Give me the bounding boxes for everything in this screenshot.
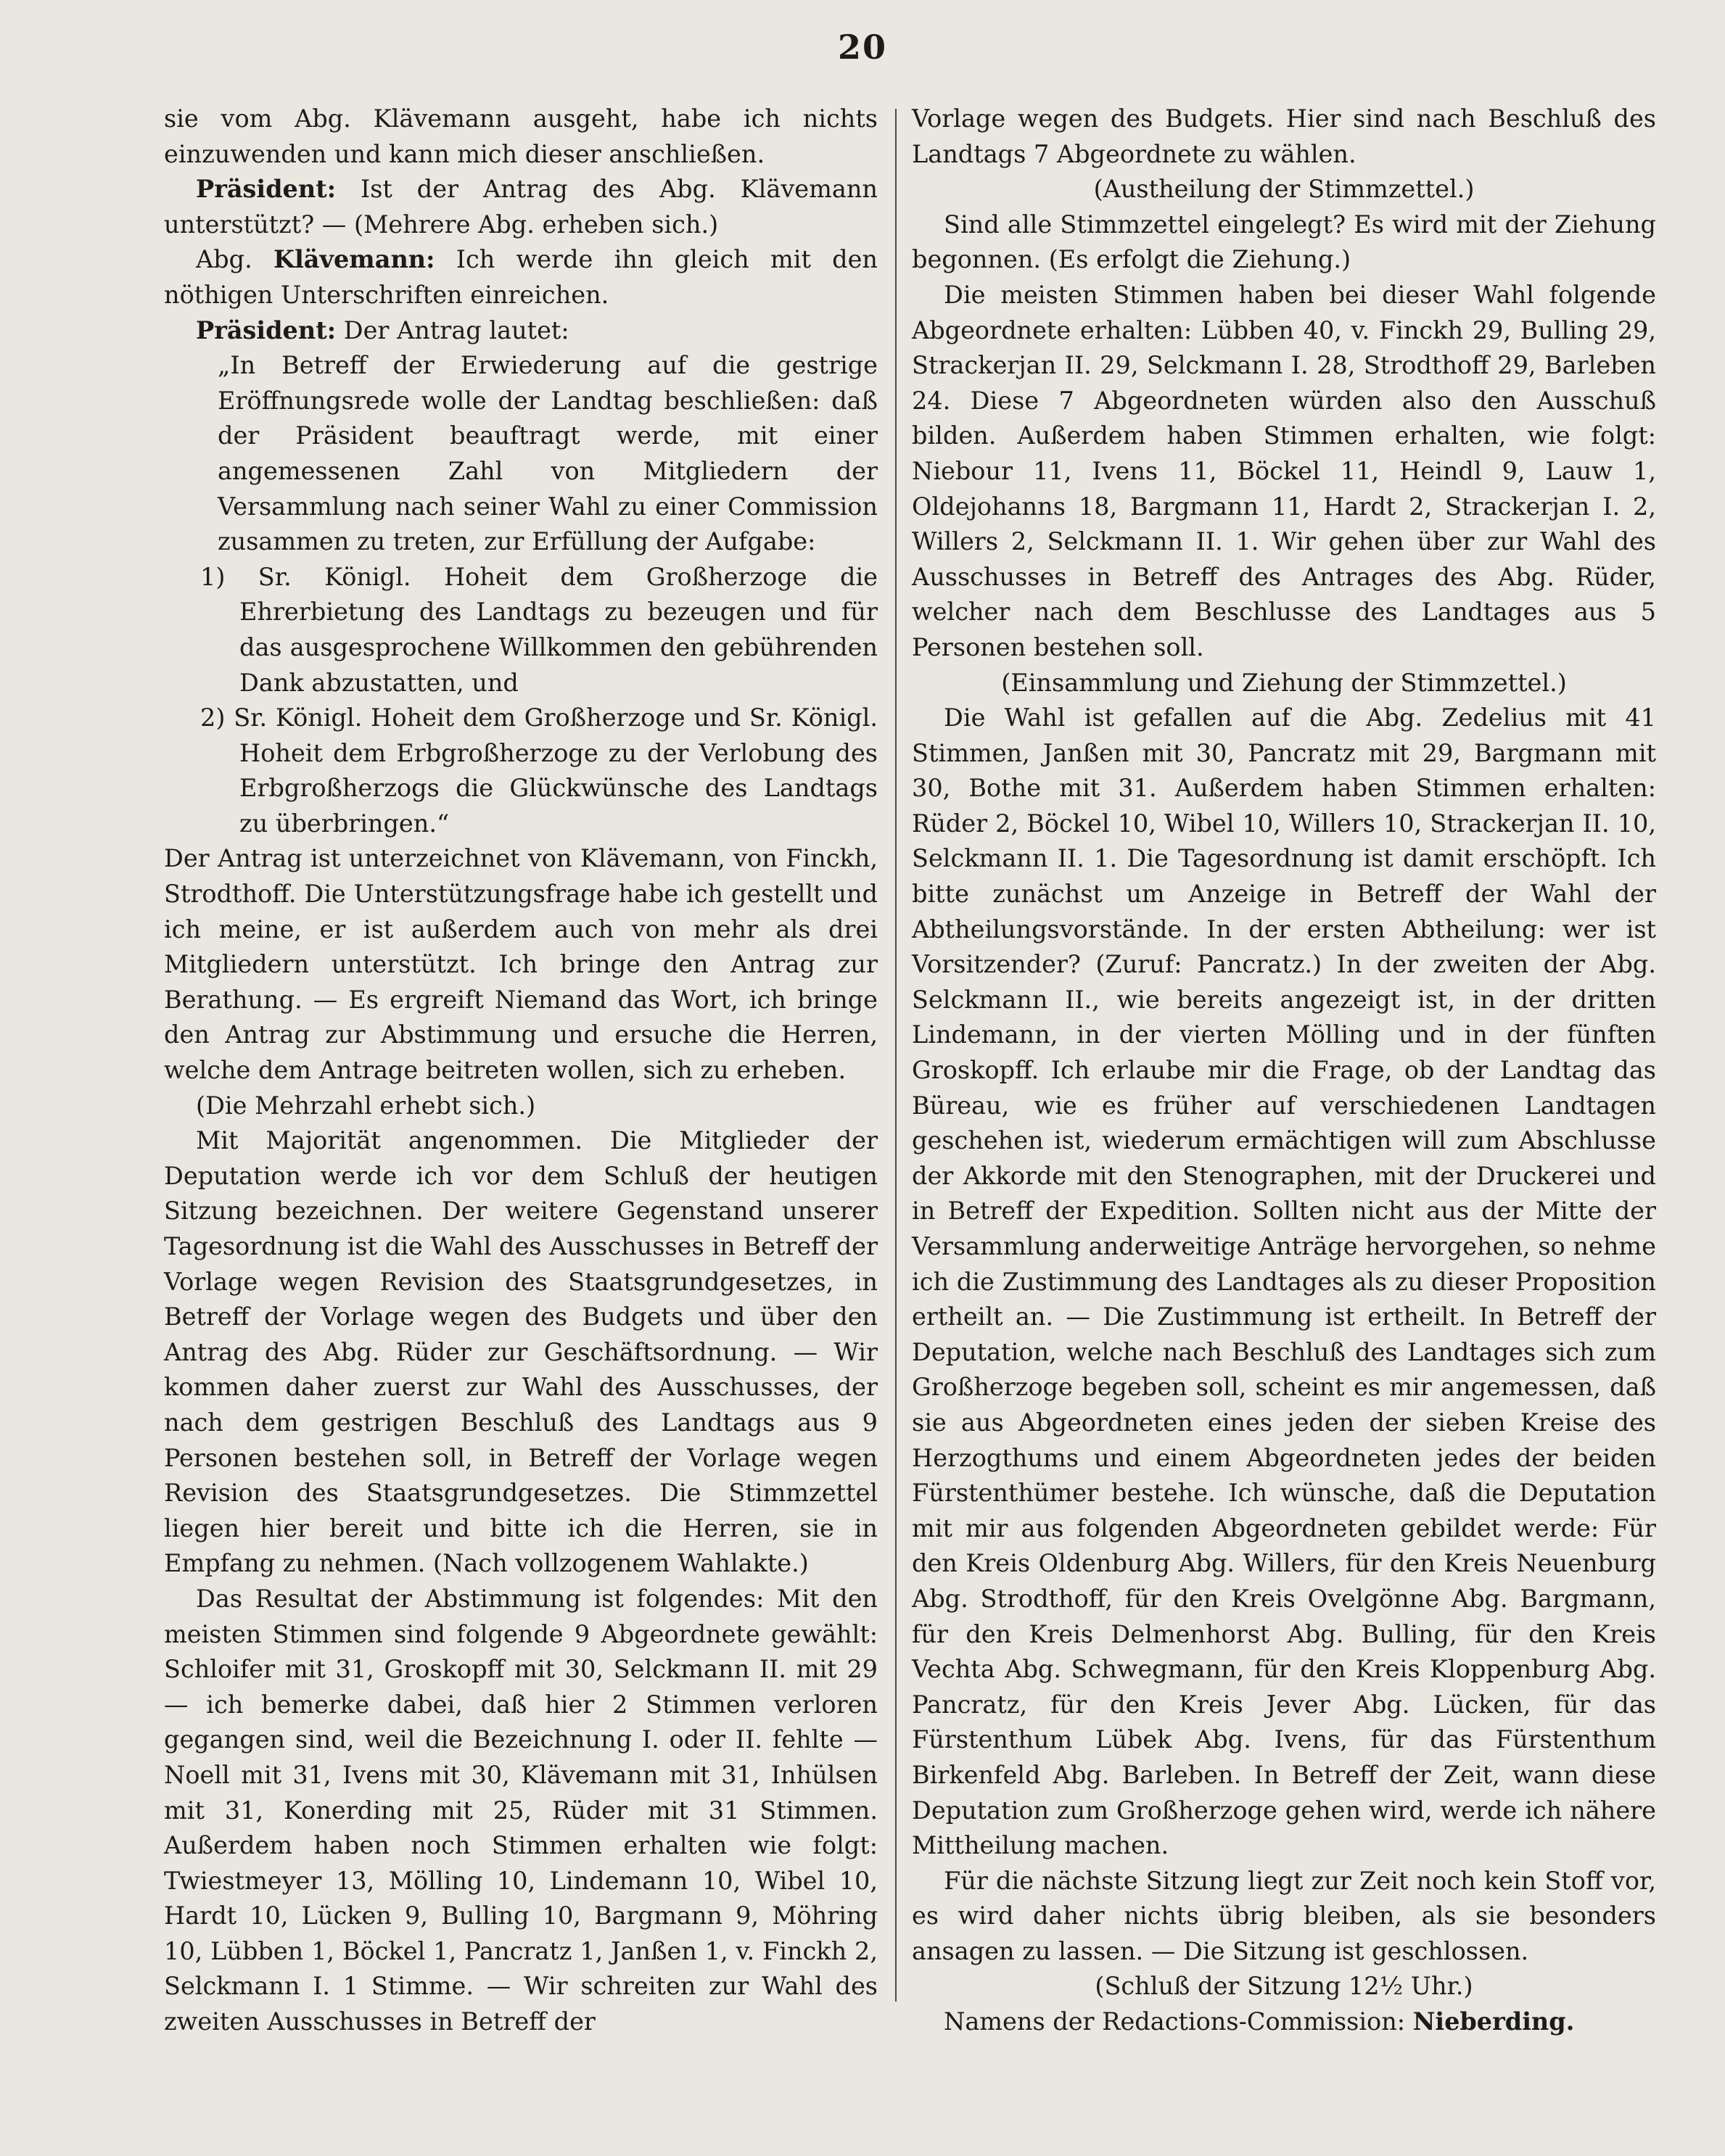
speech-text: Ich werde ihn gleich mit den nöthigen Unterschriften einreichen. (164, 245, 878, 309)
paragraph: Die Wahl ist gefallen auf die Abg. Zedelius mit 41 Stimmen, Janßen mit 30, Pancratz mit 29, Bargmann mit 30, Bothe mit 31. Außerdem haben Stimmen erhalten: Rüder 2, Böckel 10, Wibel 10, Willers 10, Strackerjan II. 10, Selckmann II. 1. Die Tagesordnung ist damit erschöpft. Ich bitte zunächst um Anzeige in Betreff der Wahl der Abtheilungsvorstände. In der ersten Abtheilung: wer ist Vorsitzender? (Zuruf: Pancratz.) In der zweiten der Abg. Selckmann II., wie bereits angezeigt ist, in der dritten Lindemann, in der vierten Mölling und in der fünften Groskopff. Ich erlaube mir die Frage, ob der Landtag das Büreau, wie es früher auf verschiedenen Landtagen geschehen ist, wiederum ermächtigen will zum Abschlusse der Akkorde mit den Stenographen, mit der Druckerei und in Betreff der Expedition. Sollten nicht aus der Mitte der Versammlung anderweitige Anträge hervorgehen, so nehme ich die Zustimmung des Landtages als zu dieser Proposition ertheilt an. — Die Zustimmung ist ertheilt. In Betreff der Deputation, welche nach Beschluß des Landtages sich zum Großherzoge begeben soll, scheint es mir angemessen, daß sie aus Abgeordneten eines jeden der sieben Kreise des Herzogthums und einem Abgeordneten jedes der beiden Fürstenthümer bestehe. Ich wünsche, daß die Deputation mit mir aus folgenden Abgeordneten gebildet werde: Für den Kreis Oldenburg Abg. Willers, für den Kreis Neuenburg Abg. Strodthoff, für den Kreis Ovelgönne Abg. Bargmann, für den Kreis Delmenhorst Abg. Bulling, für den Kreis Vechta Abg. Schwegmann, für den Kreis Kloppenburg Abg. Pancratz, für den Kreis Jever Abg. Lücken, für das Fürstenthum Lübek Abg. Ivens, für das Fürstenthum Birkenfeld Abg. Barleben. In Betreff der Zeit, wann diese Deputation zum Großherzoge gehen wird, werde ich nähere Mittheilung machen. (912, 703, 1656, 1860)
stage-direction: (Die Mehrzahl erhebt sich.) (196, 1091, 536, 1120)
paragraph: Für die nächste Sitzung liegt zur Zeit noch kein Stoff vor, es wird daher nichts übrig bleiben, als sie besonders ansagen zu lassen. — Die Sitzung ist geschlossen. (912, 1866, 1656, 1965)
left-column (164, 102, 878, 2040)
speech-text: Der Antrag lautet: (336, 315, 569, 344)
motion-quote: „In Betreff der Erwiederung auf die gestrige Eröffnungsrede wolle der Landtag beschließen: daß der Präsident beauftragt werde, mit einer angemessenen Zahl von Mitgliedern der Versammlung nach seiner Wahl zu einer Commission zusammen zu treten, zur Erfüllung der Aufgabe: (218, 351, 878, 556)
speech-president (164, 172, 878, 242)
signature-name: Nieberding. (1412, 2007, 1575, 2036)
column-divider (895, 109, 897, 2002)
paragraph: sie vom Abg. Klävemann ausgeht, habe ich nichts einzuwenden und kann mich dieser anschließen. (164, 104, 878, 168)
paragraph: Die meisten Stimmen haben bei dieser Wahl folgende Abgeordnete erhalten: Lübben 40, v. Finckh 29, Bulling 29, Strackerjan II. 29, Selckmann I. 28, Strodthoff 29, Barleben 24. Diese 7 Abgeordneten würden also den Ausschuß bilden. Außerdem haben Stimmen erhalten, wie folgt: Niebour 11, Ivens 11, Böckel 11, Heindl 9, Lauw 1, Oldejohanns 18, Bargmann 11, Hardt 2, Strackerjan I. 2, Willers 2, Selckmann II. 1. Wir gehen über zur Wahl des Ausschusses in Betreff des Antrages des Abg. Rüder, welcher nach dem Beschlusse des Landtages aus 5 Personen bestehen soll. (912, 280, 1656, 661)
speech-president (164, 313, 878, 349)
signature-label: Namens der Redactions-Commission: (944, 2007, 1413, 2036)
stage-direction: (Schluß der Sitzung 12½ Uhr.) (1095, 1972, 1473, 2001)
speaker-name: Klävemann: (273, 245, 435, 274)
speaker-name: Präsident: (196, 175, 337, 204)
stage-direction: (Austheilung der Stimmzettel.) (1093, 175, 1475, 204)
paragraph: Mit Majorität angenommen. Die Mitglieder der Deputation werde ich vor dem Schluß der heutigen Sitzung bezeichnen. Der weitere Gegenstand unserer Tagesordnung ist die Wahl des Ausschusses in Betreff der Vorlage wegen Revision des Staatsgrundgesetzes, in Betreff der Vorlage wegen des Budgets und über den Antrag des Abg. Rüder zur Geschäftsordnung. — Wir kommen daher zuerst zur Wahl des Ausschusses, der nach dem gestrigen Beschluß des Landtags aus 9 Personen bestehen soll, in Betreff der Vorlage wegen Revision des Staatsgrundgesetzes. Die Stimmzettel liegen hier bereit und bitte ich die Herren, sie in Empfang zu nehmen. (Nach vollzogenem Wahlakte.) (164, 1126, 878, 1578)
paragraph: Vorlage wegen des Budgets. Hier sind nach Beschluß des Landtags 7 Abgeordnete zu wählen. (912, 104, 1656, 168)
motion-item-1: 1) Sr. Königl. Hoheit dem Großherzoge die Ehrerbietung des Landtags zu bezeugen und für das ausgesprochene Willkommen den gebührenden Dank abzustatten, und (200, 562, 878, 697)
stage-direction: (Einsammlung und Ziehung der Stimmzettel.) (1001, 668, 1567, 697)
page-number: 20 (837, 28, 887, 67)
paragraph: Sind alle Stimmzettel eingelegt? Es wird mit der Ziehung begonnen. (Es erfolgt die Ziehung.) (912, 210, 1656, 274)
speech-text: Ist der Antrag des Abg. Klävemann unterstützt? — (Mehrere Abg. erheben sich.) (164, 175, 878, 239)
signature-line (912, 2004, 1656, 2040)
paragraph: Das Resultat der Abstimmung ist folgendes: Mit den meisten Stimmen sind folgende 9 Abgeordnete gewählt: Schloifer mit 31, Groskopff mit 30, Selckmann II. mit 29 — ich bemerke dabei, daß hier 2 Stimmen verloren gegangen sind, weil die Bezeichnung I. oder II. fehlte — Noell mit 31, Ivens mit 30, Klävemann mit 31, Inhülsen mit 31, Konerding mit 25, Rüder mit 31 Stimmen. Außerdem haben noch Stimmen erhalten wie folgt: Twiestmeyer 13, Mölling 10, Lindemann 10, Wibel 10, Hardt 10, Lücken 9, Bulling 10, Bargmann 9, Möhring 10, Lübben 1, Böckel 1, Pancratz 1, Janßen 1, v. Finckh 2, Selckmann I. 1 Stimme. — Wir schreiten zur Wahl des zweiten Ausschusses in Betreff der (164, 1584, 878, 2036)
speaker-prefix: Abg. (196, 245, 273, 274)
speech-klaevemann (164, 242, 878, 313)
right-column (912, 102, 1656, 2040)
motion-item-2: 2) Sr. Königl. Hoheit dem Großherzoge und Sr. Königl. Hoheit dem Erbgroßherzoge zu der Verlobung des Erbgroßherzogs die Glückwünsche des Landtags zu überbringen.“ (200, 703, 878, 838)
speaker-name: Präsident: (196, 315, 337, 344)
paragraph: Der Antrag ist unterzeichnet von Klävemann, von Finckh, Strodthoff. Die Unterstützungsfrage habe ich gestellt und ich meine, er ist außerdem auch von mehr als drei Mitgliedern unterstützt. Ich bringe den Antrag zur Berathung. — Es ergreift Niemand das Wort, ich bringe den Antrag zur Abstimmung und ersuche die Herren, welche dem Antrage beitreten wollen, sich zu erheben. (164, 844, 878, 1085)
